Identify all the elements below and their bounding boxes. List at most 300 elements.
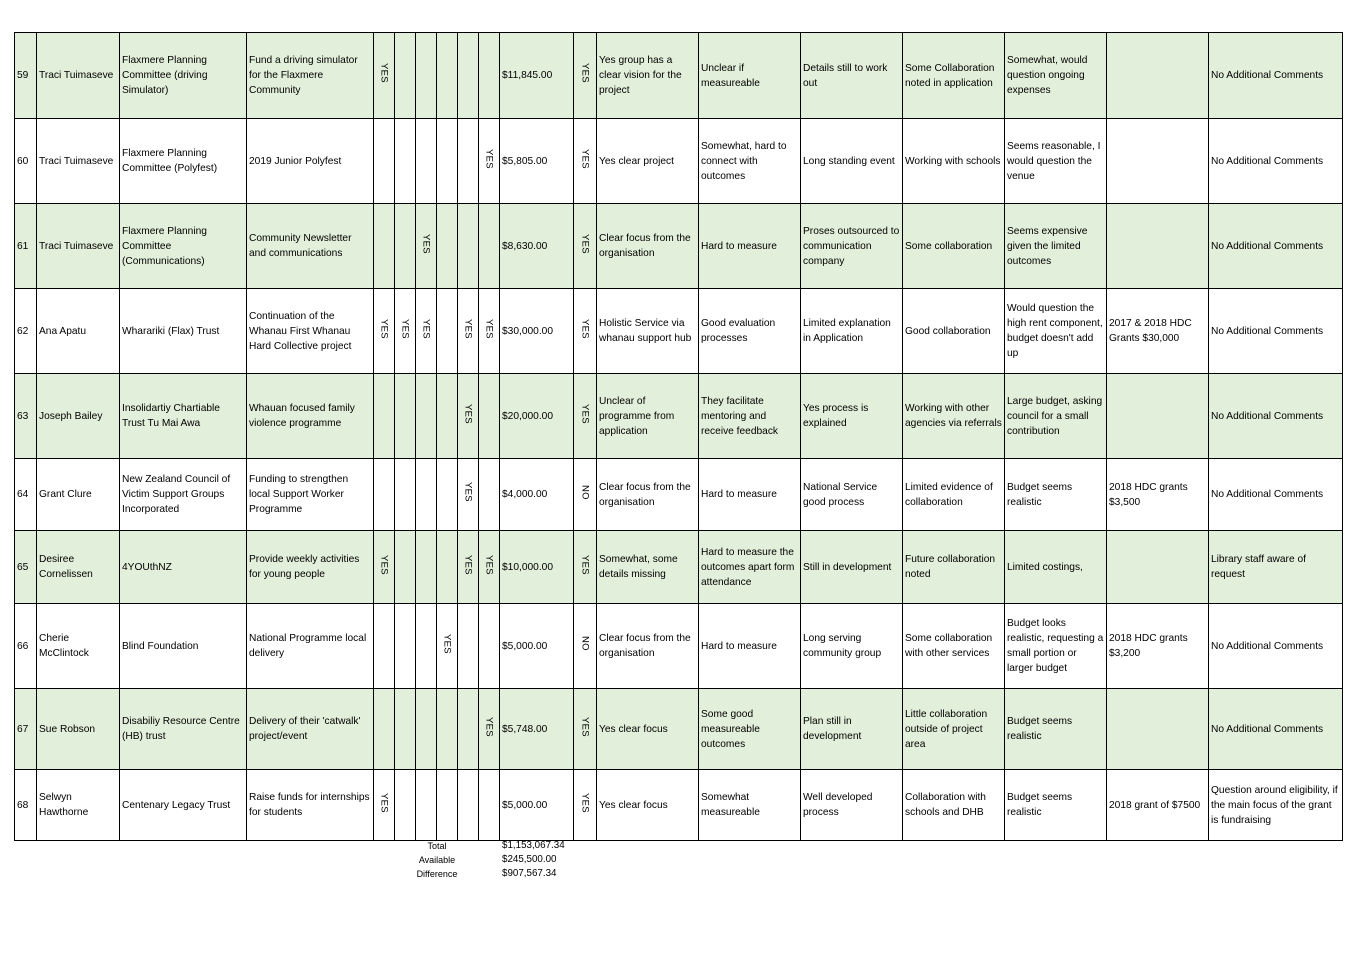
collaboration-notes-cell [903, 459, 1005, 531]
process-notes: Well developed process [803, 792, 873, 818]
project-description: 2019 Junior Polyfest [249, 155, 342, 167]
eligibility-flag-cell [574, 689, 597, 770]
budget-notes-cell [1005, 770, 1107, 841]
applicant-name-cell [37, 689, 120, 770]
measurability: Hard to measure [701, 640, 777, 652]
prior-grants-cell [1107, 689, 1209, 770]
project-clarity-cell [597, 289, 699, 374]
collaboration-notes: Good collaboration [905, 325, 991, 337]
additional-comments: No Additional Comments [1211, 410, 1324, 422]
eligibility-flag: YES [579, 716, 591, 737]
amount-requested: $8,630.00 [502, 240, 548, 252]
measurability-cell [699, 531, 801, 604]
measurability-cell [699, 119, 801, 204]
amount-requested: $11,845.00 [502, 70, 553, 81]
criteria-5-flag: YES [462, 554, 474, 575]
process-notes-cell [801, 289, 903, 374]
table-row [15, 289, 1343, 374]
measurability: Unclear if measureable [701, 62, 760, 89]
criteria-4-flag-cell [437, 459, 458, 531]
total-label: Total [427, 841, 447, 851]
difference-value: $907,567.34 [502, 868, 557, 879]
criteria-6-flag-cell [479, 459, 500, 531]
additional-comments: No Additional Comments [1211, 489, 1324, 500]
criteria-6-flag-cell [479, 289, 500, 374]
amount-requested-cell [500, 531, 574, 604]
amount-requested: $10,000.00 [502, 561, 553, 573]
applicant-name-cell [37, 119, 120, 204]
criteria-5-flag-cell [458, 289, 479, 374]
process-notes-cell [801, 459, 903, 531]
additional-comments: No Additional Comments [1211, 325, 1324, 337]
additional-comments-cell [1209, 459, 1343, 531]
collaboration-notes: Working with schools [905, 155, 1001, 167]
project-clarity-cell [597, 119, 699, 204]
process-notes: Plan still in development [803, 716, 862, 742]
project-description: Provide weekly activities for young people [249, 554, 360, 580]
collaboration-notes: Limited evidence of collaboration [905, 481, 993, 508]
criteria-5-flag-cell [458, 33, 479, 119]
criteria-3-flag-cell [416, 289, 437, 374]
organisation-name-cell [120, 33, 247, 119]
measurability: Good evaluation processes [701, 318, 776, 344]
available-label: Available [418, 855, 456, 865]
collaboration-notes-cell [903, 33, 1005, 119]
project-description: National Programme local delivery [249, 633, 367, 659]
budget-notes: Seems expensive given the limited outcomes [1007, 225, 1088, 267]
additional-comments: No Additional Comments [1211, 155, 1324, 167]
process-notes-cell [801, 689, 903, 770]
prior-grants-cell [1107, 119, 1209, 204]
project-description-cell [247, 604, 374, 689]
eligibility-flag: YES [579, 233, 591, 254]
project-description-cell [247, 204, 374, 289]
criteria-5-flag-cell [458, 374, 479, 459]
criteria-1-flag-cell [374, 374, 395, 459]
project-description-cell [247, 459, 374, 531]
measurability: Some good measureable outcomes [701, 708, 760, 750]
table-row [15, 204, 1343, 289]
measurability: Somewhat, hard to connect with outcomes [701, 140, 787, 182]
criteria-5-flag-cell [458, 204, 479, 289]
applicant-name-cell [37, 33, 120, 119]
additional-comments-cell [1209, 689, 1343, 770]
criteria-2-flag-cell [395, 119, 416, 204]
additional-comments-cell [1209, 604, 1343, 689]
budget-notes: Would question the high rent component, budget doesn't add up [1007, 303, 1103, 359]
measurability-cell [699, 289, 801, 374]
additional-comments-cell [1209, 531, 1343, 604]
budget-notes-cell [1005, 374, 1107, 459]
row-number-cell [15, 689, 37, 770]
criteria-4-flag-cell [437, 289, 458, 374]
process-notes: Yes process is explained [803, 403, 869, 429]
collaboration-notes: Some collaboration with other services [905, 633, 993, 659]
criteria-3-flag-cell [416, 119, 437, 204]
applicant-name: Traci Tuimaseve [39, 240, 114, 252]
row-number: 68 [17, 799, 29, 811]
process-notes: Long standing event [803, 155, 895, 167]
budget-notes-cell [1005, 689, 1107, 770]
collaboration-notes-cell [903, 604, 1005, 689]
process-notes-cell [801, 770, 903, 841]
criteria-3-flag-cell [416, 204, 437, 289]
organisation-name: Flaxmere Planning Committee (driving Simulator) [122, 55, 208, 96]
project-clarity-cell [597, 374, 699, 459]
collaboration-notes-cell [903, 689, 1005, 770]
criteria-6-flag-cell [479, 531, 500, 604]
collaboration-notes-cell [903, 119, 1005, 204]
organisation-name: New Zealand Council of Victim Support Groups Incorporated [122, 474, 231, 515]
criteria-5-flag-cell [458, 770, 479, 841]
project-clarity: Clear focus from the organisation [599, 633, 691, 659]
organisation-name: 4YOUthNZ [122, 561, 172, 573]
prior-grants-cell [1107, 770, 1209, 841]
organisation-name: Disabiliy Resource Centre (HB) trust [122, 716, 240, 742]
criteria-3-flag-cell [416, 604, 437, 689]
process-notes-cell [801, 204, 903, 289]
prior-grants-cell [1107, 531, 1209, 604]
criteria-5-flag-cell [458, 604, 479, 689]
project-description: Funding to strengthen local Support Worker Programme [249, 474, 349, 515]
row-number-cell [15, 374, 37, 459]
applicant-name: Ana Apatu [39, 325, 87, 337]
applicant-name-cell [37, 204, 120, 289]
eligibility-flag-cell [574, 374, 597, 459]
table-row [15, 604, 1343, 689]
applicant-name-cell [37, 374, 120, 459]
applicant-name: Traci Tuimaseve [39, 155, 114, 167]
additional-comments: Question around eligibility, if the main focus of the grant is fundraising [1211, 784, 1338, 826]
table-row [15, 33, 1343, 119]
organisation-name: Insolidartiy Chartiable Trust Tu Mai Awa [122, 403, 220, 429]
additional-comments: No Additional Comments [1211, 70, 1324, 81]
row-number-cell [15, 289, 37, 374]
measurability-cell [699, 459, 801, 531]
project-description: Whauan focused family violence programme [249, 403, 355, 429]
project-clarity: Somewhat, some details missing [599, 554, 678, 580]
project-clarity: Holistic Service via whanau support hub [599, 318, 692, 344]
criteria-4-flag-cell [437, 531, 458, 604]
process-notes: Still in development [803, 561, 892, 573]
measurability: Hard to measure [701, 489, 777, 500]
applicant-name-cell [37, 531, 120, 604]
project-clarity-cell [597, 689, 699, 770]
row-number-cell [15, 531, 37, 604]
organisation-name-cell [120, 119, 247, 204]
criteria-5-flag-cell [458, 119, 479, 204]
row-number: 61 [17, 240, 29, 252]
table-row [15, 770, 1343, 841]
measurability-cell [699, 374, 801, 459]
criteria-5-flag: YES [462, 318, 474, 339]
table-row [15, 459, 1343, 531]
collaboration-notes-cell [903, 531, 1005, 604]
eligibility-flag: NO [579, 484, 591, 500]
amount-requested: $4,000.00 [502, 489, 548, 500]
prior-grants-cell [1107, 374, 1209, 459]
project-description: Fund a driving simulator for the Flaxmere Community [249, 55, 358, 96]
budget-notes: Large budget, asking council for a small contribution [1007, 395, 1103, 437]
criteria-6-flag-cell [479, 374, 500, 459]
applicant-name-cell [37, 289, 120, 374]
criteria-5-flag: YES [462, 403, 474, 424]
collaboration-notes: Little collaboration outside of project area [905, 708, 988, 750]
process-notes: National Service good process [803, 481, 878, 508]
process-notes-cell [801, 119, 903, 204]
row-number: 60 [17, 155, 29, 167]
criteria-3-flag-cell [416, 459, 437, 531]
process-notes: Proses outsourced to communication company [803, 225, 900, 267]
criteria-6-flag-cell [479, 204, 500, 289]
criteria-1-flag-cell [374, 689, 395, 770]
row-number: 67 [17, 723, 29, 735]
additional-comments-cell [1209, 33, 1343, 119]
row-number-cell [15, 119, 37, 204]
organisation-name: Flaxmere Planning Committee (Communications) [122, 225, 207, 267]
project-description-cell [247, 289, 374, 374]
criteria-1-flag-cell [374, 604, 395, 689]
criteria-1-flag-cell [374, 459, 395, 531]
additional-comments-cell [1209, 204, 1343, 289]
prior-grants-cell [1107, 459, 1209, 531]
project-description-cell [247, 119, 374, 204]
criteria-6-flag: YES [483, 148, 495, 169]
measurability: Somewhat measureable [701, 792, 760, 818]
prior-grants: 2018 HDC grants $3,200 [1109, 633, 1188, 659]
project-clarity: Unclear of programme from application [599, 395, 675, 437]
project-description-cell [247, 689, 374, 770]
budget-notes-cell [1005, 604, 1107, 689]
budget-notes-cell [1005, 289, 1107, 374]
criteria-6-flag-cell [479, 33, 500, 119]
project-clarity: Yes clear focus [599, 723, 668, 735]
project-clarity-cell [597, 604, 699, 689]
applicant-name: Desiree Cornelissen [39, 554, 93, 580]
budget-notes: Budget looks realistic, requesting a small portion or larger budget [1007, 618, 1104, 674]
prior-grants: 2017 & 2018 HDC Grants $30,000 [1109, 318, 1192, 344]
applications-table [14, 32, 1343, 841]
organisation-name-cell [120, 289, 247, 374]
process-notes: Limited explanation in Application [803, 318, 891, 344]
criteria-5-flag-cell [458, 689, 479, 770]
criteria-2-flag-cell [395, 33, 416, 119]
criteria-4-flag-cell [437, 204, 458, 289]
row-number: 63 [17, 410, 29, 422]
amount-requested-cell [500, 770, 574, 841]
criteria-4-flag-cell [437, 374, 458, 459]
additional-comments: No Additional Comments [1211, 240, 1324, 252]
process-notes-cell [801, 33, 903, 119]
row-number: 65 [17, 561, 29, 573]
organisation-name-cell [120, 604, 247, 689]
row-number: 64 [17, 489, 29, 500]
criteria-4-flag: YES [441, 633, 453, 654]
eligibility-flag-cell [574, 604, 597, 689]
row-number: 62 [17, 325, 29, 337]
applicant-name: Grant Clure [39, 489, 92, 500]
criteria-3-flag: YES [420, 233, 432, 254]
process-notes-cell [801, 374, 903, 459]
amount-requested-cell [500, 689, 574, 770]
project-description: Community Newsletter and communications [249, 233, 352, 259]
available-value: $245,500.00 [502, 854, 557, 865]
eligibility-flag: YES [579, 318, 591, 339]
criteria-1-flag: YES [378, 318, 390, 339]
budget-notes: Seems reasonable, I would question the venue [1007, 140, 1101, 182]
row-number-cell [15, 459, 37, 531]
criteria-1-flag-cell [374, 770, 395, 841]
amount-requested-cell [500, 374, 574, 459]
project-clarity: Yes clear project [599, 155, 674, 167]
row-number-cell [15, 604, 37, 689]
criteria-1-flag: YES [378, 63, 390, 83]
prior-grants-cell [1107, 204, 1209, 289]
collaboration-notes: Future collaboration noted [905, 554, 996, 580]
measurability-cell [699, 604, 801, 689]
organisation-name-cell [120, 374, 247, 459]
budget-notes-cell [1005, 531, 1107, 604]
eligibility-flag: YES [579, 554, 591, 575]
measurability: Hard to measure the outcomes apart form attendance [701, 546, 795, 588]
table-row [15, 119, 1343, 204]
budget-notes: Limited costings, [1007, 561, 1083, 573]
row-number-cell [15, 204, 37, 289]
criteria-3-flag-cell [416, 689, 437, 770]
collaboration-notes-cell [903, 374, 1005, 459]
project-clarity-cell [597, 459, 699, 531]
process-notes-cell [801, 604, 903, 689]
criteria-6-flag: YES [483, 318, 495, 339]
process-notes: Details still to work out [803, 62, 888, 89]
amount-requested-cell [500, 459, 574, 531]
criteria-3-flag-cell [416, 531, 437, 604]
amount-requested: $5,805.00 [502, 155, 548, 167]
eligibility-flag-cell [574, 289, 597, 374]
project-description: Delivery of their 'catwalk' project/event [249, 716, 361, 742]
measurability-cell [699, 770, 801, 841]
difference-label: Difference [416, 869, 458, 879]
project-description-cell [247, 374, 374, 459]
criteria-6-flag-cell [479, 119, 500, 204]
project-description: Continuation of the Whanau First Whanau Hard Collective project [249, 310, 352, 352]
project-clarity-cell [597, 204, 699, 289]
criteria-3-flag-cell [416, 374, 437, 459]
project-clarity-cell [597, 531, 699, 604]
row-number-cell [15, 770, 37, 841]
organisation-name-cell [120, 531, 247, 604]
additional-comments: Library staff aware of request [1211, 554, 1306, 580]
additional-comments-cell [1209, 289, 1343, 374]
applicant-name: Sue Robson [39, 723, 96, 735]
criteria-4-flag-cell [437, 33, 458, 119]
amount-requested-cell [500, 289, 574, 374]
measurability: Hard to measure [701, 240, 777, 252]
eligibility-flag-cell [574, 459, 597, 531]
additional-comments-cell [1209, 374, 1343, 459]
amount-requested-cell [500, 119, 574, 204]
criteria-2-flag-cell [395, 289, 416, 374]
total-value: $1,153,067.34 [502, 840, 565, 851]
eligibility-flag-cell [574, 531, 597, 604]
budget-notes: Somewhat, would question ongoing expenses [1007, 55, 1088, 96]
applicant-name: Cherie McClintock [39, 633, 89, 659]
collaboration-notes-cell [903, 204, 1005, 289]
budget-notes-cell [1005, 204, 1107, 289]
project-description: Raise funds for internships for students [249, 792, 370, 818]
prior-grants-cell [1107, 604, 1209, 689]
prior-grants: 2018 HDC grants $3,500 [1109, 481, 1188, 508]
amount-requested: $5,000.00 [502, 799, 548, 811]
collaboration-notes-cell [903, 289, 1005, 374]
eligibility-flag-cell [574, 33, 597, 119]
eligibility-flag-cell [574, 204, 597, 289]
criteria-4-flag-cell [437, 770, 458, 841]
project-clarity-cell [597, 33, 699, 119]
criteria-3-flag-cell [416, 770, 437, 841]
criteria-6-flag: YES [483, 716, 495, 737]
eligibility-flag-cell [574, 119, 597, 204]
criteria-2-flag-cell [395, 770, 416, 841]
criteria-1-flag: YES [378, 554, 390, 575]
collaboration-notes: Some collaboration [905, 240, 993, 252]
table-row [15, 531, 1343, 604]
amount-requested-cell [500, 33, 574, 119]
criteria-2-flag-cell [395, 374, 416, 459]
criteria-2-flag-cell [395, 604, 416, 689]
project-clarity: Yes group has a clear vision for the project [599, 55, 682, 96]
eligibility-flag-cell [574, 770, 597, 841]
additional-comments: No Additional Comments [1211, 640, 1324, 652]
budget-notes-cell [1005, 459, 1107, 531]
criteria-5-flag-cell [458, 459, 479, 531]
project-clarity: Clear focus from the organisation [599, 233, 691, 259]
criteria-1-flag-cell [374, 119, 395, 204]
prior-grants-cell [1107, 33, 1209, 119]
measurability: They facilitate mentoring and receive feedback [701, 395, 779, 437]
criteria-5-flag-cell [458, 531, 479, 604]
process-notes: Long serving community group [803, 633, 882, 659]
criteria-6-flag-cell [479, 689, 500, 770]
process-notes-cell [801, 531, 903, 604]
amount-requested: $5,000.00 [502, 640, 548, 652]
criteria-5-flag: YES [462, 482, 474, 502]
budget-notes-cell [1005, 119, 1107, 204]
criteria-4-flag-cell [437, 689, 458, 770]
table-row [15, 374, 1343, 459]
eligibility-flag: YES [579, 63, 591, 83]
measurability-cell [699, 33, 801, 119]
applicant-name-cell [37, 604, 120, 689]
criteria-6-flag-cell [479, 770, 500, 841]
collaboration-notes: Collaboration with schools and DHB [905, 792, 986, 818]
budget-notes: Budget seems realistic [1007, 481, 1073, 508]
project-clarity-cell [597, 770, 699, 841]
criteria-1-flag-cell [374, 33, 395, 119]
amount-requested: $20,000.00 [502, 410, 553, 422]
row-number-cell [15, 33, 37, 119]
project-description-cell [247, 33, 374, 119]
organisation-name-cell [120, 459, 247, 531]
criteria-2-flag-cell [395, 531, 416, 604]
organisation-name: Wharariki (Flax) Trust [122, 325, 220, 337]
budget-notes: Budget seems realistic [1007, 716, 1073, 742]
row-number: 66 [17, 640, 29, 652]
eligibility-flag: YES [579, 148, 591, 169]
organisation-name: Flaxmere Planning Committee (Polyfest) [122, 148, 218, 174]
amount-requested-cell [500, 204, 574, 289]
budget-notes: Budget seems realistic [1007, 792, 1073, 818]
